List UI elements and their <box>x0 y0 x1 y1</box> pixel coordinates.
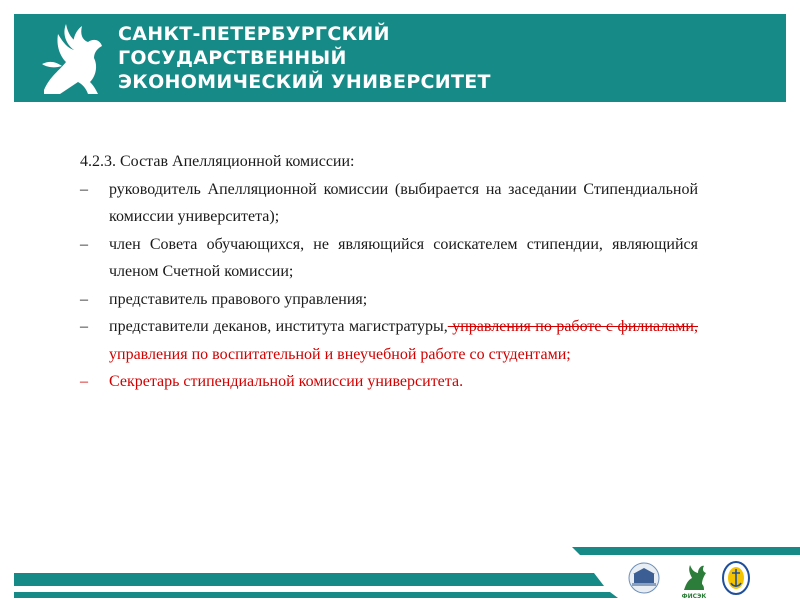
dash-bullet: – <box>80 180 88 198</box>
header-banner <box>14 14 786 102</box>
list-item-text: руководитель Апелляционной комиссии (выбирается на заседании Стипендиальной комиссии университета); <box>109 180 698 225</box>
list-item <box>80 231 698 286</box>
anchor-emblem-icon <box>723 562 749 594</box>
university-title-line: САНКТ-ПЕТЕРБУРГСКИЙ <box>118 23 390 45</box>
griffin-logo-icon <box>36 20 112 98</box>
fisek-caption: ФИСЭК <box>681 593 707 600</box>
fisek-logo-icon <box>682 565 707 600</box>
university-emblem-icon <box>629 563 659 593</box>
list-item-text: представители деканов, института магистратуры, <box>109 318 448 335</box>
university-title-line: ЭКОНОМИЧЕСКИЙ УНИВЕРСИТЕТ <box>118 71 491 93</box>
university-title <box>118 22 491 94</box>
struck-text: управления по работе с филиалами, <box>447 318 698 335</box>
university-title-line: ГОСУДАРСТВЕННЫЙ <box>118 47 347 69</box>
list-item <box>80 368 698 396</box>
slide-content <box>80 148 698 396</box>
list-item-text: Секретарь стипендиальной комиссии университета. <box>109 373 464 390</box>
dash-bullet: – <box>80 290 88 308</box>
inserted-text: управления по воспитательной и внеучебной работе со студентами; <box>109 345 571 363</box>
partner-logos <box>628 560 758 600</box>
list-item-text: представитель правового управления; <box>109 290 368 308</box>
section-heading: 4.2.3. Состав Апелляционной комиссии: <box>80 153 355 170</box>
list-item-text: член Совета обучающихся, не являющийся соискателем стипендии, являющийся членом Счетной комиссии; <box>109 235 698 280</box>
list-item <box>80 313 698 368</box>
commission-members-list <box>80 176 698 396</box>
dash-bullet: – <box>80 373 88 390</box>
list-item <box>80 286 698 314</box>
dash-bullet: – <box>80 235 88 253</box>
list-item <box>80 176 698 231</box>
dash-bullet: – <box>80 318 88 335</box>
